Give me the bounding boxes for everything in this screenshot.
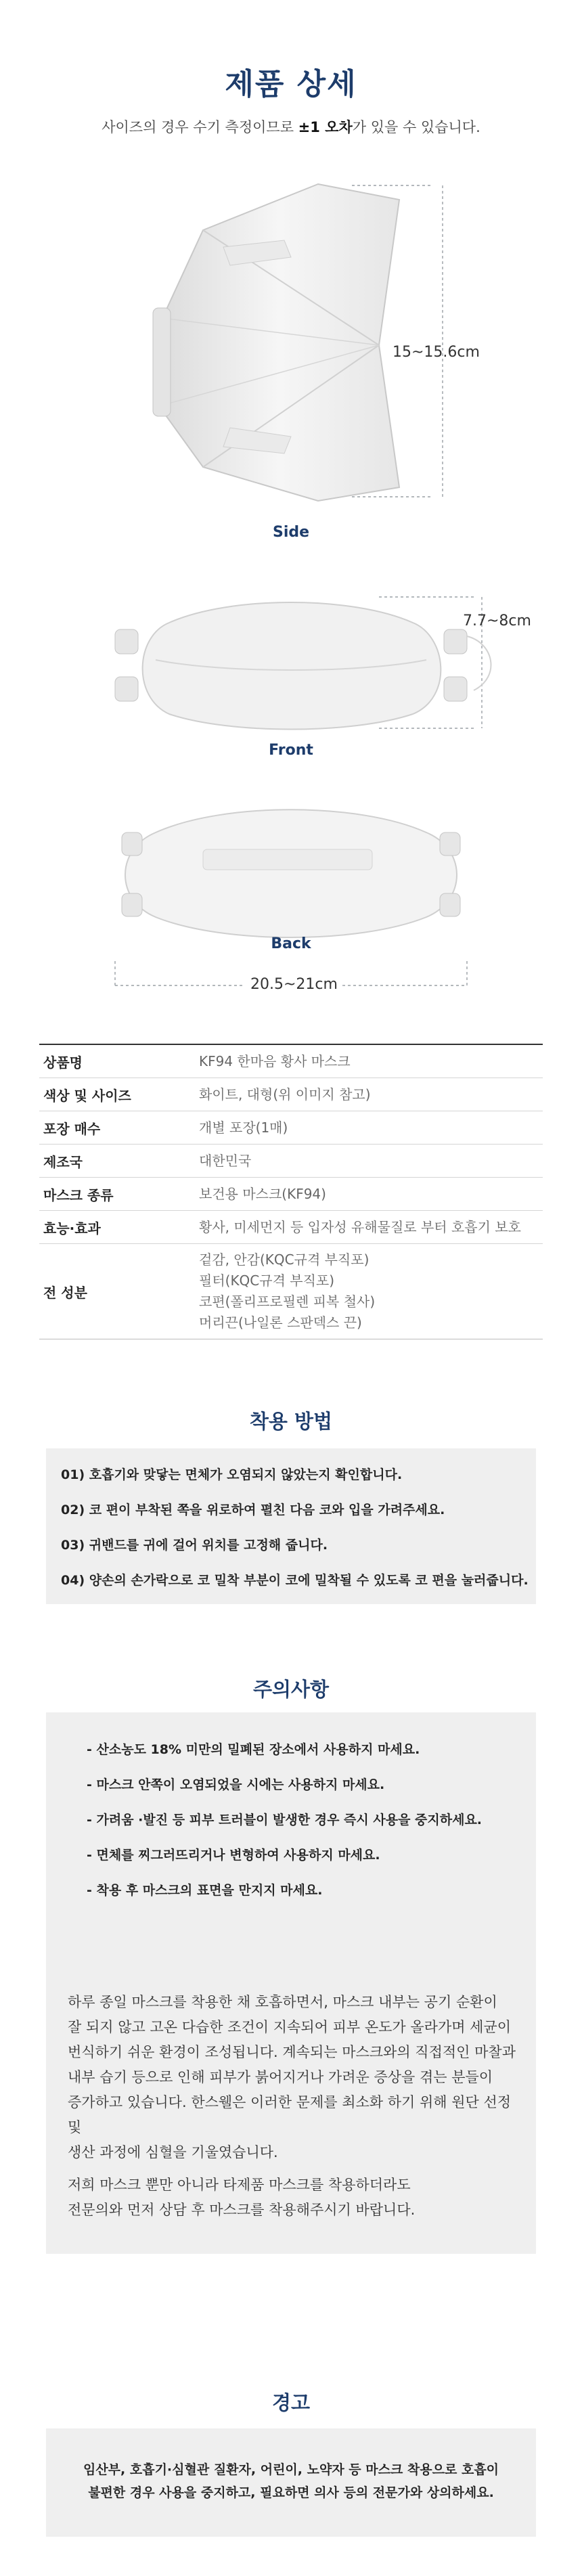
caution-item: - 마스크 안쪽이 오염되었을 시에는 사용하지 마세요. xyxy=(87,1777,385,1792)
spec-value-line: 필터(KQC규격 부직포) xyxy=(199,1272,335,1289)
spec-value-line: 황사, 미세먼지 등 입자성 유해물질로 부터 호흡기 보호 xyxy=(199,1218,521,1235)
spec-value xyxy=(199,1244,543,1339)
spec-row xyxy=(39,1145,543,1178)
front-label: Front xyxy=(269,742,313,759)
side-label: Side xyxy=(272,524,310,541)
usage-step: 03) 귀밴드를 귀에 걸어 위치를 고정해 줍니다. xyxy=(61,1538,328,1553)
size-notice xyxy=(0,116,582,137)
spec-key: 제조국 xyxy=(43,1153,83,1170)
spec-value-line: 머리끈(나일론 스판덱스 끈) xyxy=(199,1314,362,1331)
spec-key: 색상 및 사이즈 xyxy=(43,1087,131,1104)
usage-title: 착용 방법 xyxy=(249,1410,333,1433)
size-notice-text-2: 가 있을 수 있습니다. xyxy=(352,119,480,135)
spec-value-line: 개별 포장(1매) xyxy=(199,1119,288,1136)
spec-row xyxy=(39,1111,543,1145)
spec-value-line: 화이트, 대형(위 이미지 참고) xyxy=(199,1086,371,1103)
back-label: Back xyxy=(271,935,311,952)
spec-value xyxy=(199,1079,543,1111)
paragraph-line: 생산 과정에 심혈을 기울였습니다. xyxy=(68,2144,278,2160)
paragraph-line: 번식하기 쉬운 환경이 조성됩니다. 계속되는 마스크와의 직접적인 마찰과 xyxy=(68,2044,516,2060)
warning-line: 불편한 경우 사용을 중지하고, 필요하면 의사 등의 전문가와 상의하세요. xyxy=(88,2485,494,2500)
spec-key: 마스크 종류 xyxy=(43,1186,114,1203)
caution-paragraph-1 xyxy=(68,1990,528,2165)
usage-step: 04) 양손의 손가락으로 코 밀착 부분이 코에 밀착될 수 있도록 코 편을 눌러줍니다. xyxy=(61,1573,529,1588)
spec-value-line: 보건용 마스크(KF94) xyxy=(199,1185,326,1202)
paragraph-line: 전문의와 먼저 상담 후 마스크를 착용해주시기 바랍니다. xyxy=(68,2202,416,2218)
back-dimension: 20.5~21cm xyxy=(250,976,338,993)
usage-step: 02) 코 편이 부착된 쪽을 위로하여 펼친 다음 코와 입을 가려주세요. xyxy=(61,1503,445,1517)
warning-text xyxy=(46,2458,536,2504)
caution-item: - 착용 후 마스크의 표면을 만지지 마세요. xyxy=(87,1883,323,1898)
warning-line: 임산부, 호흡기·심혈관 질환자, 어린이, 노약자 등 마스크 착용으로 호흡이 xyxy=(83,2462,499,2477)
spec-key: 전 성분 xyxy=(43,1284,87,1301)
spec-value-line: 대한민국 xyxy=(199,1152,252,1169)
spec-value xyxy=(199,1112,543,1144)
mask-back-image xyxy=(0,805,582,941)
spec-value-line: KF94 한마음 황사 마스크 xyxy=(199,1052,351,1069)
spec-key: 포장 매수 xyxy=(43,1120,101,1137)
page-title: 제품 상세 xyxy=(225,67,357,102)
size-notice-text-1: 사이즈의 경우 수기 측정이므로 xyxy=(102,119,298,135)
spec-table xyxy=(39,1044,543,1339)
warning-title: 경고 xyxy=(271,2391,311,2414)
spec-row xyxy=(39,1078,543,1111)
spec-row xyxy=(39,1211,543,1244)
paragraph-line: 잘 되지 않고 고온 다습한 조건이 지속되어 피부 온도가 올라가며 세균이 xyxy=(68,2019,512,2035)
caution-paragraph-2 xyxy=(68,2173,528,2223)
mask-side-image xyxy=(0,183,582,528)
caution-item: - 면체를 찌그러뜨리거나 변형하여 사용하지 마세요. xyxy=(87,1848,380,1863)
paragraph-line: 증가하고 있습니다. 한스웰은 이러한 문제를 최소화 하기 위해 원단 선정 및 xyxy=(68,2094,512,2135)
caution-item: - 산소농도 18% 미만의 밀폐된 장소에서 사용하지 마세요. xyxy=(87,1742,420,1757)
caution-item: - 가려움 ·발진 등 피부 트러블이 발생한 경우 즉시 사용을 중지하세요. xyxy=(87,1813,483,1827)
spec-row xyxy=(39,1244,543,1339)
spec-value xyxy=(199,1145,543,1177)
spec-value xyxy=(199,1046,543,1078)
spec-row xyxy=(39,1178,543,1211)
spec-key: 효능·효과 xyxy=(43,1220,101,1237)
spec-value-line: 코편(폴리프로필렌 피복 철사) xyxy=(199,1293,376,1310)
spec-value xyxy=(199,1178,543,1210)
spec-row xyxy=(39,1045,543,1078)
spec-value xyxy=(199,1212,543,1243)
caution-title: 주의사항 xyxy=(252,1678,330,1701)
spec-value-line: 겉감, 안감(KQC규격 부직포) xyxy=(199,1251,370,1268)
paragraph-line: 내부 습기 등으로 인해 피부가 붉어지거나 가려운 증상을 겪는 분들이 xyxy=(68,2069,493,2085)
size-notice-bold: ±1 오차 xyxy=(298,119,353,135)
spec-key: 상품명 xyxy=(43,1054,83,1071)
side-dimension: 15~15.6cm xyxy=(393,344,480,361)
front-dimension: 7.7~8cm xyxy=(463,613,531,629)
usage-step: 01) 호흡기와 맞닿는 면체가 오염되지 않았는지 확인합니다. xyxy=(61,1467,403,1482)
paragraph-line: 저희 마스크 뿐만 아니라 타제품 마스크를 착용하더라도 xyxy=(68,2177,411,2193)
paragraph-line: 하루 종일 마스크를 착용한 채 호흡하면서, 마스크 내부는 공기 순환이 xyxy=(68,1994,497,2010)
